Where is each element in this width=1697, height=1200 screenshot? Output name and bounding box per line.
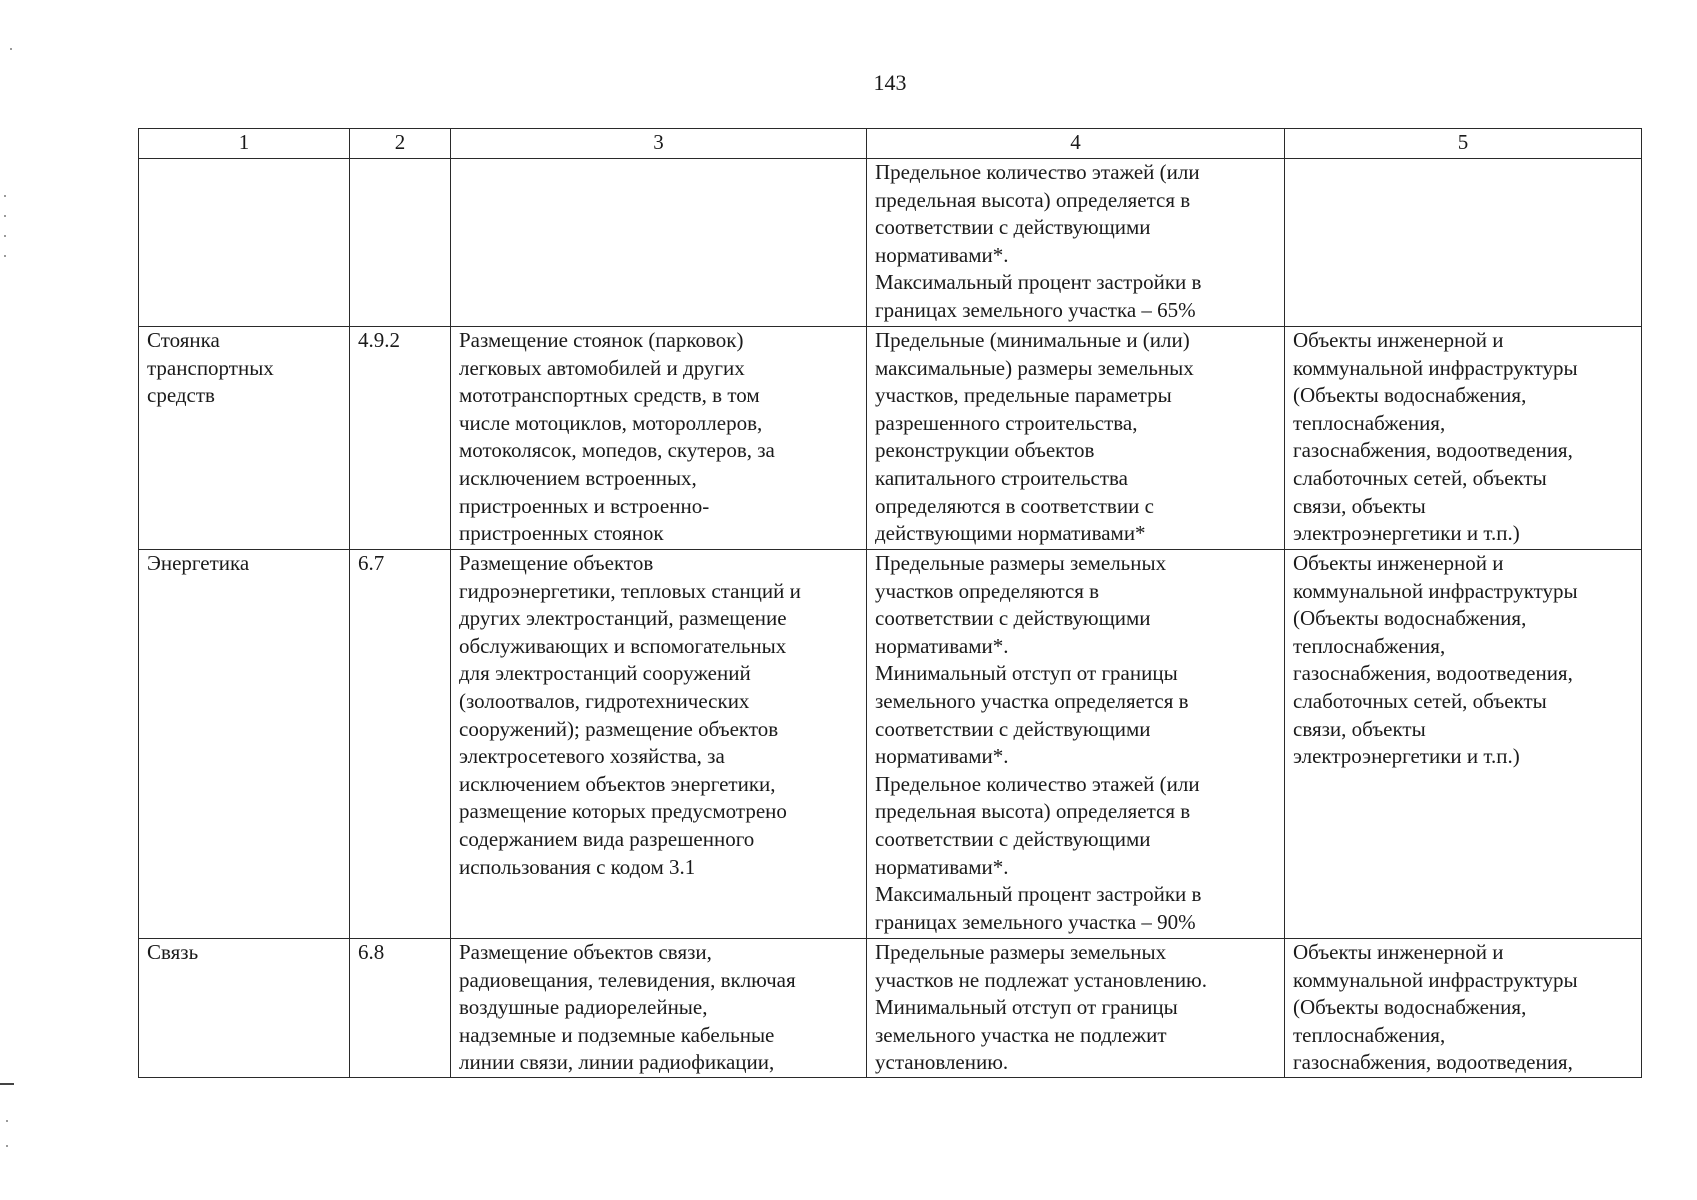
page-number: 143 <box>873 70 907 95</box>
header-col-4: 4 <box>867 129 1285 159</box>
use-description-cell <box>451 159 867 327</box>
scan-artifact-dot <box>6 1120 8 1122</box>
infrastructure-cell <box>1285 159 1642 327</box>
table-row <box>139 327 1642 550</box>
scan-artifact-mark <box>0 1083 14 1085</box>
header-col-2: 2 <box>350 129 451 159</box>
scan-artifact-dot <box>4 235 6 237</box>
header-row <box>139 129 1642 159</box>
header-col-1: 1 <box>139 129 350 159</box>
use-description-cell: Размещение стоянок (парковок) легковых автомобилей и других мототранспортных средств, в том числе мотоциклов, мотороллеров, мотоколясок, мопедов, скутеров, за исключением встроенных, пристроенных и встроенно- пристроенных стоянок <box>451 327 867 550</box>
use-name-cell: Стоянка транспортных средств <box>139 327 350 550</box>
scan-artifact-dot <box>4 255 6 257</box>
use-code-cell: 4.9.2 <box>350 327 451 550</box>
infrastructure-cell: Объекты инженерной и коммунальной инфраструктуры (Объекты водоснабжения, теплоснабжения, газоснабжения, водоотведения, слаботочных сетей, объекты связи, объекты электроэнергетики и т.п.) <box>1285 550 1642 939</box>
header-col-3: 3 <box>451 129 867 159</box>
scan-artifact-dot <box>6 1145 8 1147</box>
parameters-cell: Предельные размеры земельных участков не подлежат установлению. Минимальный отступ от границы земельного участка не подлежит установлению. <box>867 939 1285 1078</box>
use-name-cell: Связь <box>139 939 350 1078</box>
infrastructure-cell: Объекты инженерной и коммунальной инфраструктуры (Объекты водоснабжения, теплоснабжения, газоснабжения, водоотведения, <box>1285 939 1642 1078</box>
table-row <box>139 939 1642 1078</box>
use-name-cell: Энергетика <box>139 550 350 939</box>
use-code-cell: 6.8 <box>350 939 451 1078</box>
parameters-cell: Предельное количество этажей (или предельная высота) определяется в соответствии с действующими нормативами*. Максимальный процент застройки в границах земельного участка – 65% <box>867 159 1285 327</box>
scan-artifact-dot <box>4 195 6 197</box>
header-col-5: 5 <box>1285 129 1642 159</box>
table-row <box>139 159 1642 327</box>
infrastructure-cell: Объекты инженерной и коммунальной инфраструктуры (Объекты водоснабжения, теплоснабжения, газоснабжения, водоотведения, слаботочных сетей, объекты связи, объекты электроэнергетики и т.п.) <box>1285 327 1642 550</box>
parameters-cell: Предельные размеры земельных участков определяются в соответствии с действующими нормативами*. Минимальный отступ от границы земельного участка определяется в соответствии с действующими нормативами*. Предельное количество этажей (или предельная высота) определяется в соответствии с действующими нормативами*. Максимальный процент застройки в границах земельного участка – 90% <box>867 550 1285 939</box>
use-description-cell: Размещение объектов связи, радиовещания, телевидения, включая воздушные радиорелейные, надземные и подземные кабельные линии связи, линии радиофикации, <box>451 939 867 1078</box>
use-name-cell <box>139 159 350 327</box>
use-code-cell: 6.7 <box>350 550 451 939</box>
scan-artifact-dot <box>4 215 6 217</box>
land-use-table <box>138 128 1642 1078</box>
use-code-cell <box>350 159 451 327</box>
scan-artifact-dot <box>10 48 12 50</box>
parameters-cell: Предельные (минимальные и (или) максимальные) размеры земельных участков, предельные параметры разрешенного строительства, реконструкции объектов капитального строительства определяются в соответствии с действующими нормативами* <box>867 327 1285 550</box>
use-description-cell: Размещение объектов гидроэнергетики, тепловых станций и других электростанций, размещение обслуживающих и вспомогательных для электростанций сооружений (золоотвалов, гидротехнических сооружений); размещение объектов электросетевого хозяйства, за исключением объектов энергетики, размещение которых предусмотрено содержанием вида разрешенного использования с кодом 3.1 <box>451 550 867 939</box>
table-row <box>139 550 1642 939</box>
